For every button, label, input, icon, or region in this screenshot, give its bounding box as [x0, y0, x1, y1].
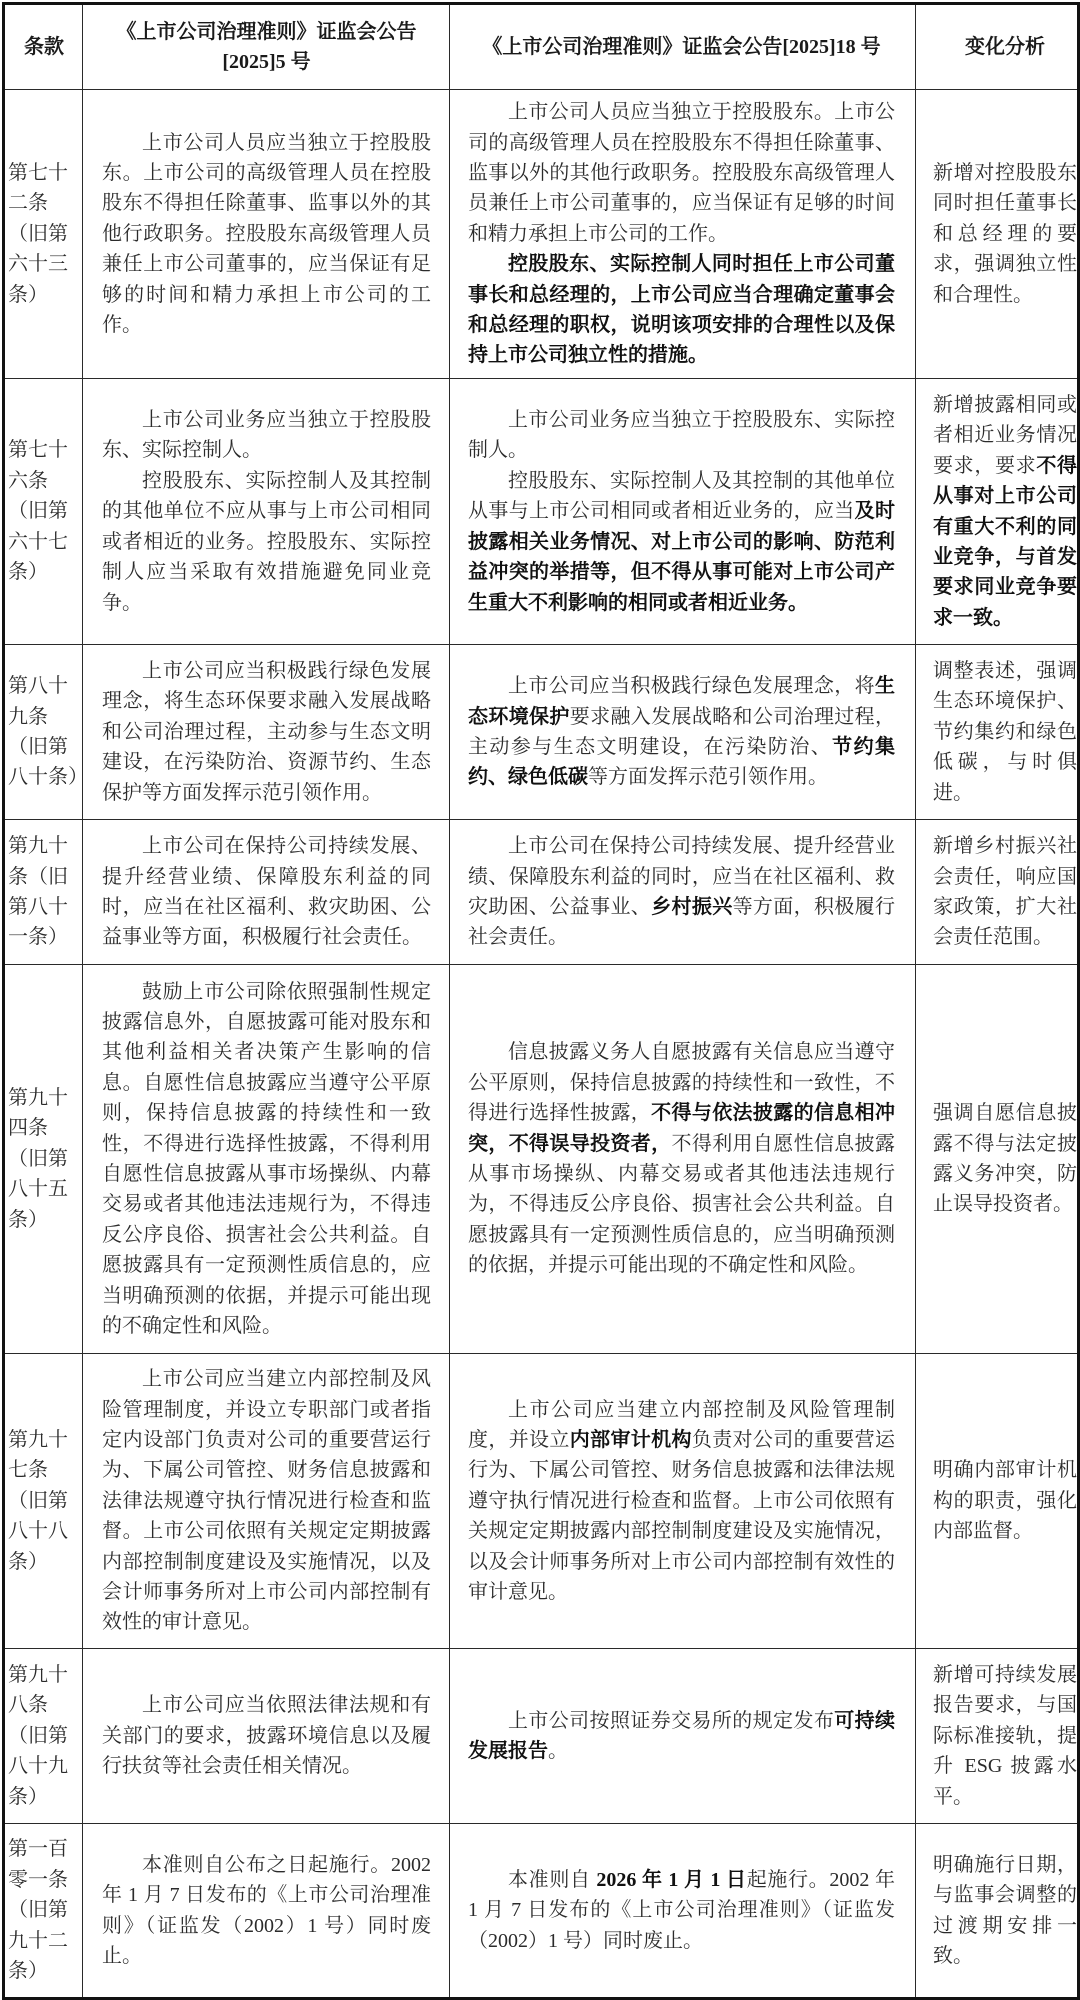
old-text-cell [83, 645, 450, 820]
clause-cell [4, 90, 83, 379]
old-text-cell [83, 965, 450, 1354]
old-paragraph: 鼓励上市公司除依照强制性规定披露信息外，自愿披露可能对股东和其他利益相关者决策产生影响的信息。自愿性信息披露应当遵守公平原则，保持信息披露的持续性和一致性，不得进行选择性披露，不得利用自愿性信息披露从事市场操纵、内幕交易或者其他违法违规行为，不得违反公序良俗、损害社会公共利益。自愿披露具有一定预测性质信息的，应当明确预测的依据，并提示可能出现的不确定性和风险。 [102, 980, 431, 1338]
analysis-cell [916, 1649, 1079, 1824]
text-segment: 不得利用自愿性信息披露从事市场操纵、内幕交易或者其他违法违规行为，不得违反公序良俗、损害社会公共利益。自愿披露具有一定预测性质信息的，应当明确预测的依据，并提示可能出现的不确定性和风险。 [468, 1132, 895, 1277]
new-text-cell [450, 645, 916, 820]
old-paragraph: 上市公司应当积极践行绿色发展理念，将生态环保要求融入发展战略和公司治理过程，主动参与生态文明建设，在污染防治、资源节约、生态保护等方面发挥示范引领作用。 [102, 659, 431, 804]
analysis-cell [916, 90, 1079, 379]
analysis-text [933, 1850, 1077, 1972]
text-segment: 上市公司业务应当独立于控股股东、实际控制人。 [468, 409, 895, 462]
new-paragraph [468, 671, 895, 793]
text-segment: 调整表述，强调生态环境保护、节约集约和绿色低碳，与时俱进。 [933, 659, 1077, 804]
table-row [4, 1354, 1079, 1649]
text-segment: 生态环境保护 [468, 675, 895, 728]
clause-cell [4, 645, 88, 820]
new-paragraph [468, 1865, 895, 1956]
new-text-cell [450, 965, 916, 1354]
header-row [4, 4, 1079, 90]
analysis-text [933, 1098, 1077, 1220]
old-paragraph: 上市公司人员应当独立于控股股东。上市公司的高级管理人员在控股股东不得担任除董事、监事以外的其他行政职务。控股股东高级管理人员兼任上市公司董事的，应当保证有足够的时间和精力承担上市公司的工作。 [102, 131, 431, 337]
clause-label: 第九十七条（旧第八十八条） [8, 1428, 68, 1573]
old-text-cell [83, 1649, 450, 1824]
new-text-cell [450, 1354, 916, 1649]
text-segment: 控股股东、实际控制人同时担任上市公司董事长和总经理的，上市公司应当合理确定董事会和总经理的职权，说明该项安排的合理性以及保持上市公司独立性的措施。 [468, 253, 895, 367]
clause-label: 第八十九条（旧第八十条） [8, 675, 88, 789]
new-paragraph [468, 1395, 895, 1608]
header-new-version: 《上市公司治理准则》证监会公告[2025]18 号 [450, 4, 916, 90]
analysis-text [933, 158, 1077, 310]
analysis-text [933, 831, 1077, 953]
header-analysis: 变化分析 [916, 4, 1079, 90]
text-segment: 可持续发展报告 [468, 1709, 896, 1762]
new-paragraph [468, 405, 895, 466]
table-row [4, 645, 1079, 820]
new-text-cell [450, 1649, 916, 1824]
text-segment: 明确内部审计机构的职责，强化内部监督。 [933, 1459, 1077, 1543]
old-text-cell [83, 379, 450, 645]
old-paragraph: 上市公司在保持公司持续发展、提升经营业绩、保障股东利益的同时，应当在社区福利、救灾助困、公益事业等方面，积极履行社会责任。 [102, 835, 431, 949]
clause-cell [4, 1824, 83, 1999]
clause-label: 第九十条（旧第八十一条） [8, 835, 68, 949]
old-paragraph: 上市公司业务应当独立于控股股东、实际控制人。 [102, 409, 431, 462]
text-segment: 要求融入发展战略和公司治理过程，主动参与生态文明建设，在污染防治、 [468, 705, 895, 758]
old-text-cell [83, 1824, 450, 1999]
text-segment: 不得与依法披露的信息相冲突，不得误导投资者， [468, 1102, 896, 1155]
clause-cell [4, 820, 83, 965]
analysis-cell [916, 820, 1079, 965]
old-paragraph: 本准则自公布之日起施行。2002 年 1 月 7 日发布的《上市公司治理准则》（证监发（2002）1 号）同时废止。 [102, 1853, 431, 1967]
text-segment: 起施行。2002 年 1 月 7 日发布的《上市公司治理准则》（证监发（2002）1 号）同时废止。 [468, 1868, 896, 1952]
old-paragraph: 控股股东、实际控制人及其控制的其他单位不应从事与上市公司相同或者相近的业务。控股股东、实际控制人应当采取有效措施避免同业竞争。 [102, 469, 431, 614]
old-paragraph: 上市公司应当依照法律法规和有关部门的要求，披露环境信息以及履行扶贫等社会责任相关情况。 [102, 1694, 431, 1778]
text-segment: 上市公司应当积极践行绿色发展理念，将 [508, 675, 875, 698]
table-row [4, 90, 1079, 379]
clause-label: 第一百零一条（旧第九十二条） [8, 1838, 68, 1983]
text-segment: 新增对控股股东同时担任董事长和总经理的要求，强调独立性和合理性。 [933, 161, 1077, 306]
text-segment: 等方面发挥示范引领作用。 [588, 766, 828, 789]
old-text-cell [83, 90, 450, 379]
analysis-cell [916, 1354, 1079, 1649]
analysis-cell [916, 1824, 1079, 1999]
old-text-cell [83, 820, 450, 965]
text-segment: 新增可持续发展报告要求，与国际标准接轨，提升 ESG 披露水平。 [933, 1663, 1077, 1808]
new-text-cell [450, 1824, 916, 1999]
analysis-cell [916, 379, 1079, 645]
clause-label: 第九十八条（旧第八十九条） [8, 1663, 68, 1808]
analysis-cell [916, 645, 1079, 820]
text-segment: 上市公司在保持公司持续发展、提升经营业绩、保障股东利益的同时，应当在社区福利、救灾助困、公益事业、 [468, 835, 895, 918]
clause-cell [4, 1649, 83, 1824]
text-segment: 新增披露相同或者相近业务情况要求，要求 [933, 393, 1077, 477]
text-segment: 不得从事对上市公司有重大不利的同业竞争，与首发要求同业竞争要求一致。 [933, 454, 1078, 629]
clause-cell [4, 379, 83, 645]
clause-label: 第九十四条（旧第八十五条） [8, 1086, 68, 1231]
text-segment: 负责对公司的重要营运行为、下属公司管控、财务信息披露和法律法规遵守执行情况进行检查和监督。上市公司依照有关规定定期披露内部控制制度建设及实施情况，以及会计师事务所对上市公司内部控制有效性的审计意见。 [468, 1428, 896, 1604]
new-text-cell [450, 90, 916, 379]
analysis-cell [916, 965, 1079, 1354]
clause-label: 第七十六条（旧第六十七条） [8, 439, 68, 584]
clause-label: 第七十二条（旧第六十三条） [8, 161, 68, 306]
header-old-version: 《上市公司治理准则》证监会公告[2025]5 号 [83, 4, 450, 90]
new-paragraph [468, 466, 895, 618]
text-segment: 控股股东、实际控制人及其控制的其他单位从事与上市公司相同或者相近业务的，应当 [468, 469, 895, 523]
analysis-text [933, 1660, 1077, 1812]
table-row [4, 1649, 1079, 1824]
text-segment: 上市公司人员应当独立于控股股东。上市公司的高级管理人员在控股股东不得担任除董事、监事以外的其他行政职务。控股股东高级管理人员兼任上市公司董事的，应当保证有足够的时间和精力承担上市公司的工作。 [468, 101, 895, 245]
text-segment: 。 [548, 1740, 568, 1762]
text-segment: 及时披露相关业务情况、对上市公司的影响、防范利益冲突的举措等，但不得从事可能对上市公司产生重大不利影响的相同或者相近业务。 [468, 500, 896, 614]
old-text-cell [83, 1354, 450, 1649]
text-segment: 等方面，积极履行社会责任。 [468, 896, 896, 949]
clause-cell [4, 965, 83, 1354]
text-segment: 新增乡村振兴社会责任，响应国家政策，扩大社会责任范围。 [933, 835, 1077, 949]
new-paragraph [468, 1037, 895, 1280]
new-paragraph [468, 831, 895, 953]
text-segment: 明确施行日期，与监事会调整的过渡期安排一致。 [933, 1853, 1077, 1967]
text-segment: 上市公司应当建立内部控制及风险管理制度，并设立 [468, 1398, 895, 1451]
table-row [4, 1824, 1079, 1999]
new-paragraph [468, 1706, 895, 1767]
text-segment: 上市公司按照证券交易所的规定发布 [508, 1709, 835, 1732]
text-segment: 2026 年 1 月 1 日 [596, 1868, 747, 1891]
table-row [4, 965, 1079, 1354]
analysis-text [933, 1455, 1077, 1546]
new-paragraph [468, 249, 895, 371]
clause-cell [4, 1354, 83, 1649]
table-row [4, 379, 1079, 645]
text-segment: 内部审计机构 [569, 1428, 692, 1451]
table-row [4, 820, 1079, 965]
comparison-table [2, 2, 1080, 2000]
old-paragraph: 上市公司应当建立内部控制及风险管理制度，并设立专职部门或者指定内设部门负责对公司的重要营运行为、下属公司管控、财务信息披露和法律法规遵守执行情况进行检查和监督。上市公司依照有关规定定期披露内部控制制度建设及实施情况，以及会计师事务所对上市公司内部控制有效性的审计意见。 [102, 1368, 431, 1634]
text-segment: 强调自愿信息披露不得与法定披露义务冲突，防止误导投资者。 [933, 1102, 1077, 1216]
text-segment: 本准则自 [508, 1868, 597, 1891]
analysis-text [933, 656, 1077, 808]
text-segment: 节约集约、绿色低碳 [468, 736, 896, 789]
analysis-text [933, 390, 1077, 633]
text-segment: 信息披露义务人自愿披露有关信息应当遵守公平原则，保持信息披露的持续性和一致性，不得进行选择性披露， [468, 1041, 895, 1125]
new-paragraph [468, 97, 895, 249]
new-text-cell [450, 379, 916, 645]
text-segment: 乡村振兴 [651, 896, 733, 918]
new-text-cell [450, 820, 916, 965]
header-clause: 条款 [4, 4, 83, 90]
